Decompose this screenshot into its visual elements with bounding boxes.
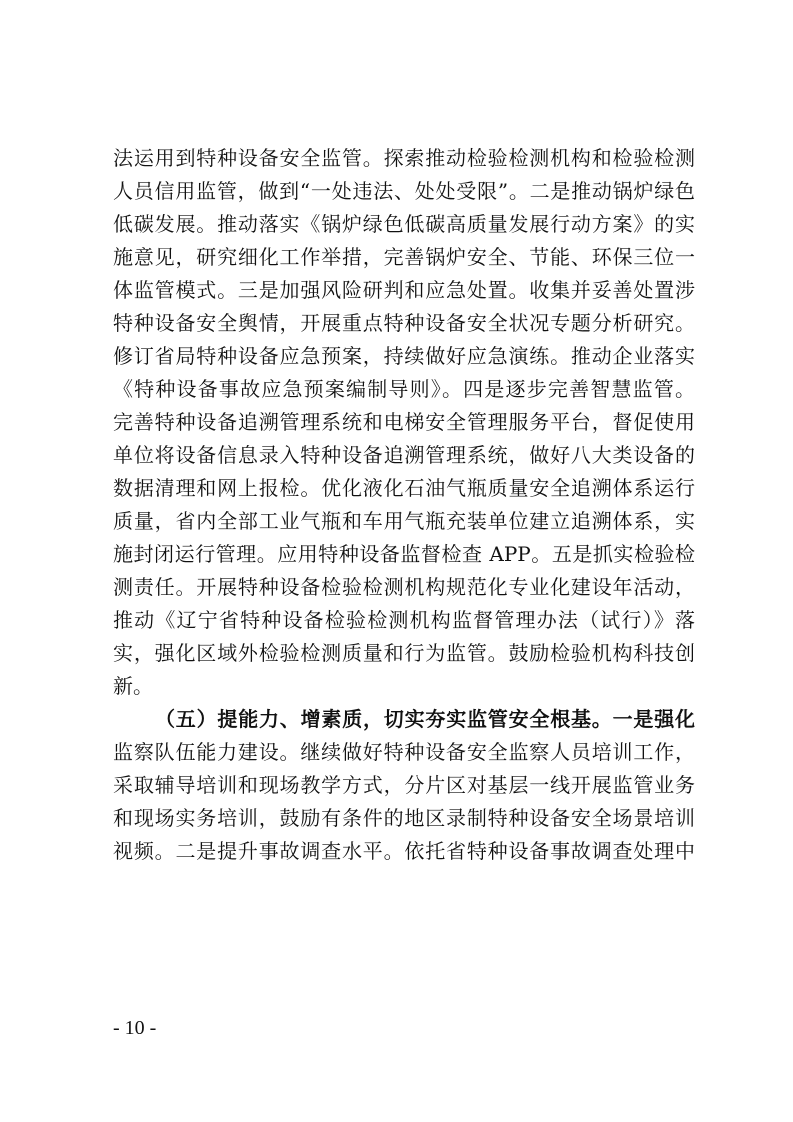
text-line: 特种设备安全舆情，开展重点特种设备安全状况专题分析研究。 bbox=[113, 311, 695, 335]
text-line: 低碳发展。推动落实《锅炉绿色低碳高质量发展行动方案》的实 bbox=[113, 212, 695, 236]
body-text bbox=[113, 142, 695, 868]
text-line: 新。 bbox=[113, 674, 153, 698]
text-line: 法运用到特种设备安全监管。探索推动检验检测机构和检验检测 bbox=[113, 146, 695, 170]
text-line: 推动《辽宁省特种设备检验检测机构监督管理办法（试行）》落 bbox=[113, 608, 695, 632]
text-line: 测责任。开展特种设备检验检测机构规范化专业化建设年活动， bbox=[113, 575, 695, 599]
text-line: 和现场实务培训，鼓励有条件的地区录制特种设备安全场景培训 bbox=[113, 806, 695, 830]
text-line: 采取辅导培训和现场教学方式，分片区对基层一线开展监管业务 bbox=[113, 773, 695, 797]
section-heading-line: （五）提能力、增素质，切实夯实监管安全根基。一是强化 bbox=[155, 707, 695, 731]
text-line: 体监管模式。三是加强风险研判和应急处置。收集并妥善处置涉 bbox=[113, 278, 695, 302]
text-line: 监察队伍能力建设。继续做好特种设备安全监察人员培训工作， bbox=[113, 740, 695, 764]
text-line: 施封闭运行管理。应用特种设备监督检查 APP。五是抓实检验检 bbox=[113, 542, 695, 566]
text-line: 单位将设备信息录入特种设备追溯管理系统，做好八大类设备的 bbox=[113, 443, 695, 467]
text-line: 完善特种设备追溯管理系统和电梯安全管理服务平台，督促使用 bbox=[113, 410, 695, 434]
page-number: - 10 - bbox=[113, 1017, 157, 1039]
text-line: 质量，省内全部工业气瓶和车用气瓶充装单位建立追溯体系，实 bbox=[113, 509, 695, 533]
text-line: 视频。二是提升事故调查水平。依托省特种设备事故调查处理中 bbox=[113, 839, 695, 863]
text-line: 数据清理和网上报检。优化液化石油气瓶质量安全追溯体系运行 bbox=[113, 476, 695, 500]
text-line: 实，强化区域外检验检测质量和行为监管。鼓励检验机构科技创 bbox=[113, 641, 695, 665]
text-line: 《特种设备事故应急预案编制导则》。四是逐步完善智慧监管。 bbox=[113, 377, 695, 401]
text-line: 人员信用监管，做到“一处违法、处处受限”。二是推动锅炉绿色 bbox=[113, 179, 695, 203]
text-line: 修订省局特种设备应急预案，持续做好应急演练。推动企业落实 bbox=[113, 344, 695, 368]
text-line: 施意见，研究细化工作举措，完善锅炉安全、节能、环保三位一 bbox=[113, 245, 695, 269]
